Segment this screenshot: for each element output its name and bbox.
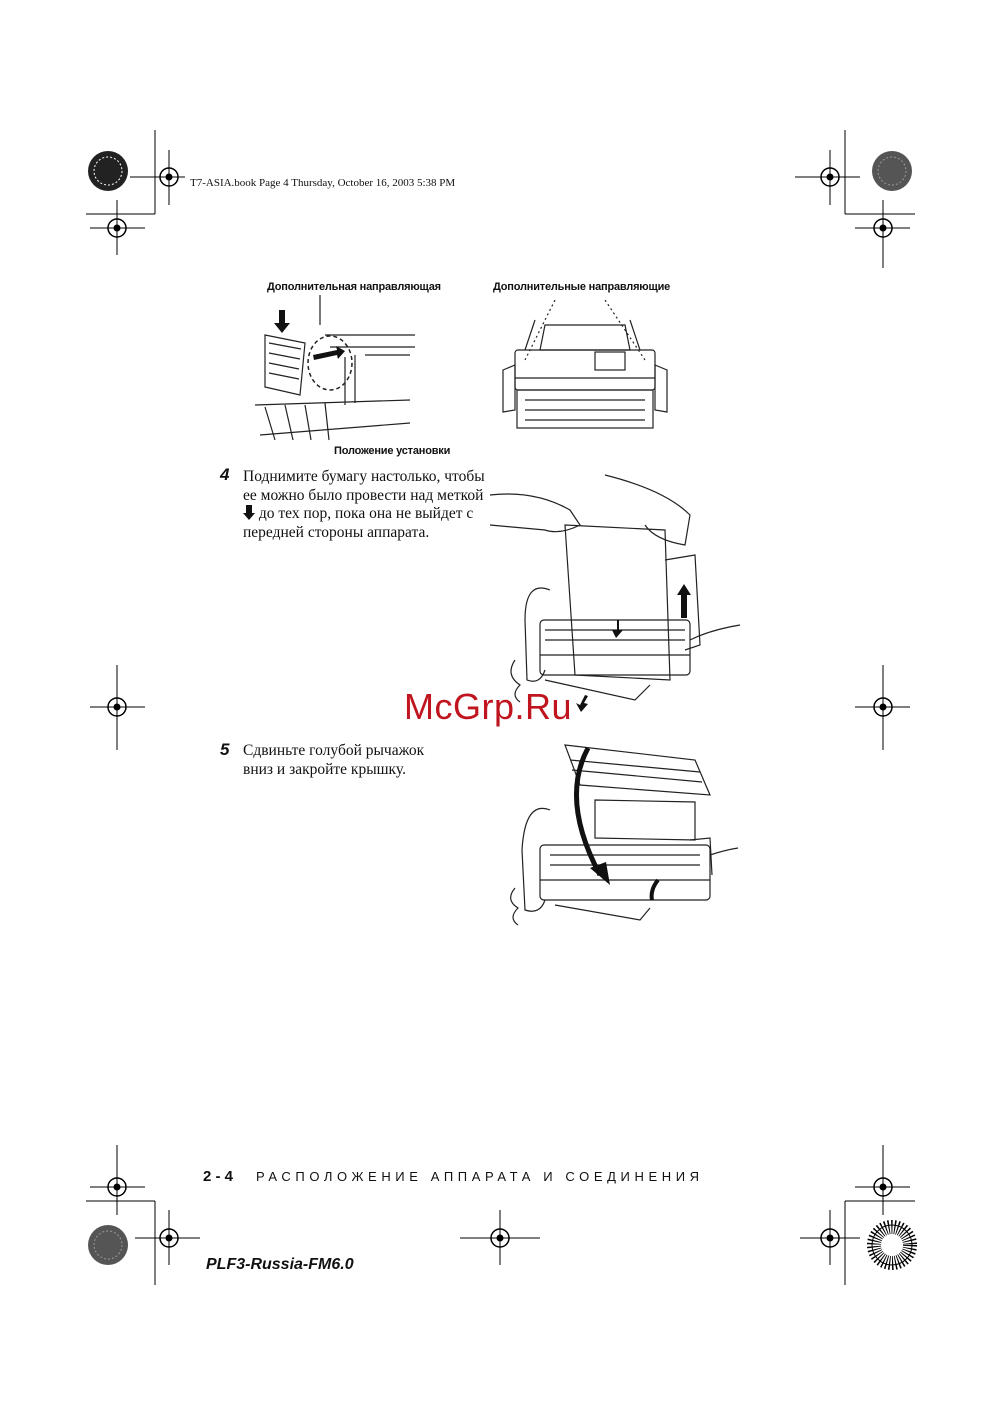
section-title: РАСПОЛОЖЕНИЕ АППАРАТА И СОЕДИНЕНИЯ: [256, 1169, 704, 1184]
step-5-number: 5: [220, 740, 230, 759]
down-arrow-mark-icon: [243, 505, 255, 520]
model-code: PLF3-Russia-FM6.0: [206, 1256, 354, 1273]
watermark: McGrp.Ru: [404, 686, 573, 727]
step-5-text: Сдвиньте голубой рычажок вниз и закройте крышку.: [243, 742, 425, 778]
guide-detail-illustration: [245, 295, 415, 445]
install-position-caption: Положение установки: [334, 445, 451, 457]
close-cover-illustration: [500, 740, 740, 930]
print-info-header: T7-ASIA.book Page 4 Thursday, October 16, 2003 5:38 PM: [190, 177, 456, 189]
step-4-number: 4: [220, 465, 230, 484]
step-4-text-part1: Поднимите бумагу настолько, чтобы ее можно было провести над меткой: [243, 468, 485, 504]
step-4-text: [243, 468, 488, 542]
left-guide-caption: Дополнительная направляющая: [267, 281, 441, 293]
step-4-text-part2: до тех пор, пока она не выйдет с передней стороны аппарата.: [243, 505, 474, 541]
paper-feed-illustration: [485, 470, 745, 715]
right-guides-caption: Дополнительные направляющие: [493, 281, 671, 293]
fax-top-view-illustration: [495, 290, 675, 440]
page-number: 2 - 4: [203, 1168, 234, 1185]
